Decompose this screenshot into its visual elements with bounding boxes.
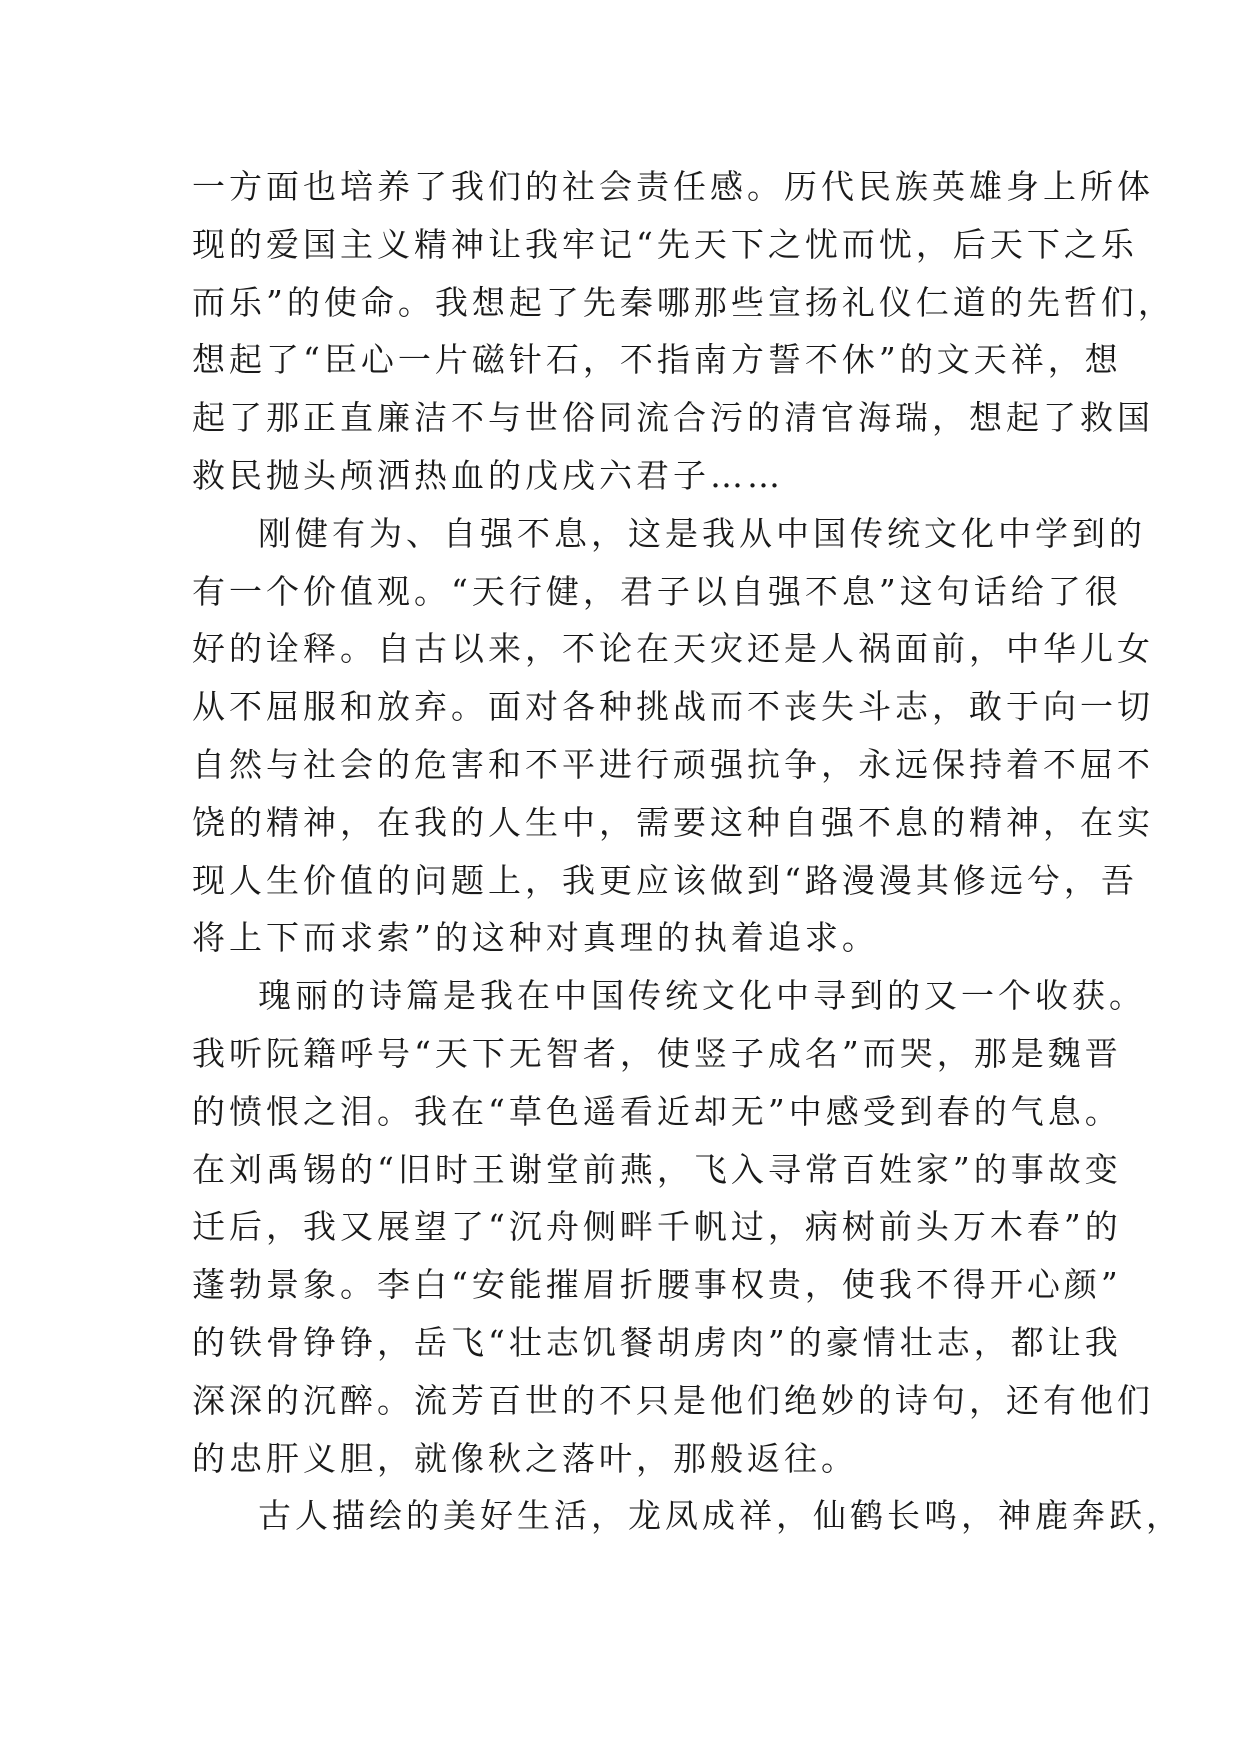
text-line: 自然与社会的危害和不平进行顽强抗争，永远保持着不屈不 (192, 744, 1154, 784)
paragraph-first-line: 刚健有为、自强不息，这是我从中国传统文化中学到的 (258, 513, 1146, 553)
text-line: 将上下而求索”的这种对真理的执着追求。 (192, 918, 879, 958)
text-line: 起了那正直廉洁不与世俗同流合污的清官海瑞，想起了救国 (192, 398, 1154, 438)
text-line: 现人生价值的问题上，我更应该做到“路漫漫其修远兮，吾 (192, 860, 1138, 900)
text-line: 在刘禹锡的“旧时王谢堂前燕，飞入寻常百姓家”的事故变 (192, 1149, 1122, 1189)
text-line: 从不屈服和放弃。面对各种挑战而不丧失斗志，敢于向一切 (192, 687, 1154, 727)
text-line: 迁后，我又展望了“沉舟侧畔千帆过，病树前头万木春”的 (192, 1207, 1122, 1247)
text-line: 我听阮籍呼号“天下无智者，使竖子成名”而哭，那是魏晋 (192, 1033, 1122, 1073)
text-line: 想起了“臣心一片磁针石，不指南方誓不休”的文天祥，想 (192, 340, 1122, 380)
text-line: 饶的精神，在我的人生中，需要这种自强不息的精神，在实 (192, 802, 1154, 842)
text-line: 而乐”的使命。我想起了先秦哪那些宣扬礼仪仁道的先哲们， (192, 282, 1175, 322)
text-line: 一方面也培养了我们的社会责任感。历代民族英雄身上所体 (192, 167, 1154, 206)
paragraph-first-line: 古人描绘的美好生活，龙凤成祥，仙鹤长鸣，神鹿奔跃， (258, 1496, 1183, 1536)
text-line: 蓬勃景象。李白“安能摧眉折腰事权贵，使我不得开心颜” (192, 1265, 1122, 1305)
document-body (192, 158, 1183, 1545)
text-line: 的铁骨铮铮，岳飞“壮志饥餐胡虏肉”的豪情壮志，都让我 (192, 1322, 1122, 1362)
text-line: 救民抛头颅洒热血的戊戌六君子…… (192, 455, 784, 495)
text-line: 的愤恨之泪。我在“草色遥看近却无”中感受到春的气息。 (192, 1091, 1122, 1131)
text-line: 深深的沉醉。流芳百世的不只是他们绝妙的诗句，还有他们 (192, 1380, 1154, 1420)
text-line: 的忠肝义胆，就像秋之落叶，那般返往。 (192, 1438, 858, 1478)
text-line: 现的爱国主义精神让我牢记“先天下之忧而忧，后天下之乐 (192, 224, 1138, 264)
text-line: 有一个价值观。“天行健，君子以自强不息”这句话给了很 (192, 571, 1122, 611)
paragraph-first-line: 瑰丽的诗篇是我在中国传统文化中寻到的又一个收获。 (258, 976, 1146, 1016)
text-line: 好的诠释。自古以来，不论在天灾还是人祸面前，中华儿女 (192, 629, 1154, 669)
